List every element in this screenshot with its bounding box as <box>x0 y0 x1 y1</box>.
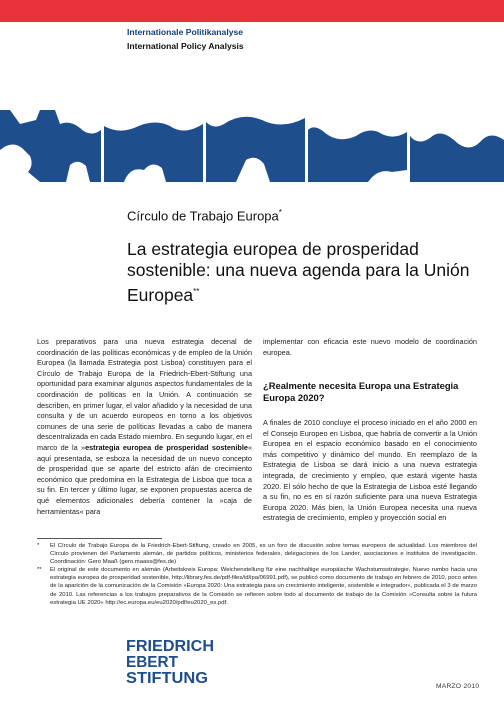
paragraph-text: implementar con eficacia este nuevo modelo de coordinación europea. <box>263 337 477 357</box>
logo-line: STIFTUNG <box>126 670 208 686</box>
map-panel <box>0 110 101 182</box>
map-panel <box>104 110 203 182</box>
body-column-left <box>37 337 252 517</box>
footnote-text: El original de este documento en alemán (Arbeitskreis Europa: Weichenstellung für eine nachhaltige europäische Wachstumsstrategie, Nuevo rumbo hacia una estrategia europea de prosperidad sostenible, http://library.fes.de/pdf-files/id/ipa/06991.pdf), se publicó como documento de trabajo en febrero de 2010, poco antes de la aparición de la comunicación de la Comisión »Europa 2020: Una estrategia para un crecimiento inteligente, sostenible e integrador«, publicada el 3 de marzo de 2010. Las referencias a los trabajos preparativos de la Comisión se refieren sobre todo al documento de trabajo de la Comisión »Consulta sobre la futura estrategia UE 2020« http://ec.europa.eu/eu2020/pdf/eu2020_es.pdf. <box>50 567 477 606</box>
working-group-label <box>127 208 282 223</box>
logo-line: EBERT <box>126 654 179 671</box>
fes-logo <box>126 636 214 686</box>
working-group-text: Círculo de Trabajo Europa <box>127 208 279 224</box>
document-title-text: La estrategia europea de prosperidad sostenible: una nueva agenda para la Unión Europea <box>127 239 470 305</box>
map-panel <box>206 110 305 182</box>
footnote <box>37 566 477 606</box>
publication-date: MARZO 2010 <box>436 683 480 690</box>
logo-line: FRIEDRICH <box>126 638 214 655</box>
body-column-right <box>263 418 477 524</box>
footnote-marker: ** <box>193 287 200 296</box>
section-heading: ¿Realmente necesita Europa una Estrategia Europa 2020? <box>263 380 459 403</box>
footnote-divider <box>37 538 162 539</box>
emphasis-text: estrategia europea de prosperidad sostenible <box>85 442 248 452</box>
header-accent-bar <box>0 0 504 22</box>
map-panel <box>410 110 504 182</box>
footnote-mark: ** <box>37 567 42 574</box>
footnotes <box>37 542 477 607</box>
body-column-right-top <box>263 337 477 358</box>
series-title-german: Internationale Politikanalyse <box>127 27 244 37</box>
europe-map-banner <box>0 110 504 182</box>
footnote-marker: * <box>278 208 282 217</box>
paragraph-text: A finales de 2010 concluye el proceso iniciado en el año 2000 en el Consejo Europeo en Lisboa, que habría de convertir a la Unión Europea en el espacio económico basado en el conocimiento más competitivo y dinámico del mundo. En reemplazo de la Estrategia de Lisboa se dará inicio a una nueva estrategia integrada, de crecimiento y empleo, que estará vigente hasta 2020. El sólo hecho de que la Estrategia de Lisboa esté llegando a su fin, no es en sí razón suficiente para una nueva Estrategia Europa 2020. Más bien, la Unión Europea necesita una nueva estrategia de crecimiento, empleo y proyección social en <box>263 418 477 523</box>
footnote <box>37 542 477 566</box>
series-title-english: International Policy Analysis <box>127 41 244 51</box>
document-title <box>127 239 487 306</box>
footnote-mark: * <box>37 543 40 549</box>
paragraph-text: Los preparativos para una nueva estrategia decenal de coordinación de las políticas económicas y de empleo de la Unión Europea (la llamada Estrategia post Lisboa) constituyen para el Círculo de Trabajo Europa de la Friedrich-Ebert-Stiftung una oportunidad para examinar algunos aspectos fundamentales de la coordinación de políticas en la Unión. A continuación se describen, en primer lugar, el valor añadido y la necesidad de una consulta y de un acuerdo europeos en torno a los objetivos comunes de una serie de políticas llevadas a cabo de manera descentralizada en cada Estado miembro. En segundo lugar, en el marco de la » <box>37 337 252 452</box>
paragraph-text: « aquí presentada, se esboza la necesidad de un nuevo concepto de prosperidad que se aparte del estricto afán de crecimiento económico que predomina en la Estrategia de Lisboa que toca a su fin. En tercer y último lugar, se exponen propuestas acerca de qué elementos adicionales debería contener la »caja de herramientas« para <box>37 442 252 516</box>
footnote-text: El Círculo de Trabajo Europa de la Friedrich-Ebert-Stiftung, creado en 2005, es un foro de discusión sobre temas europeos de actualidad. Los miembros del Círculo provienen del Parlamento alemán, de partidos políticos, ministerios federales, delegaciones de los Lander, asociaciones e institutos de investigación. Coordinación: Gero Maaß (gero.maass@fes.de) <box>50 543 477 566</box>
map-panel <box>308 110 407 182</box>
